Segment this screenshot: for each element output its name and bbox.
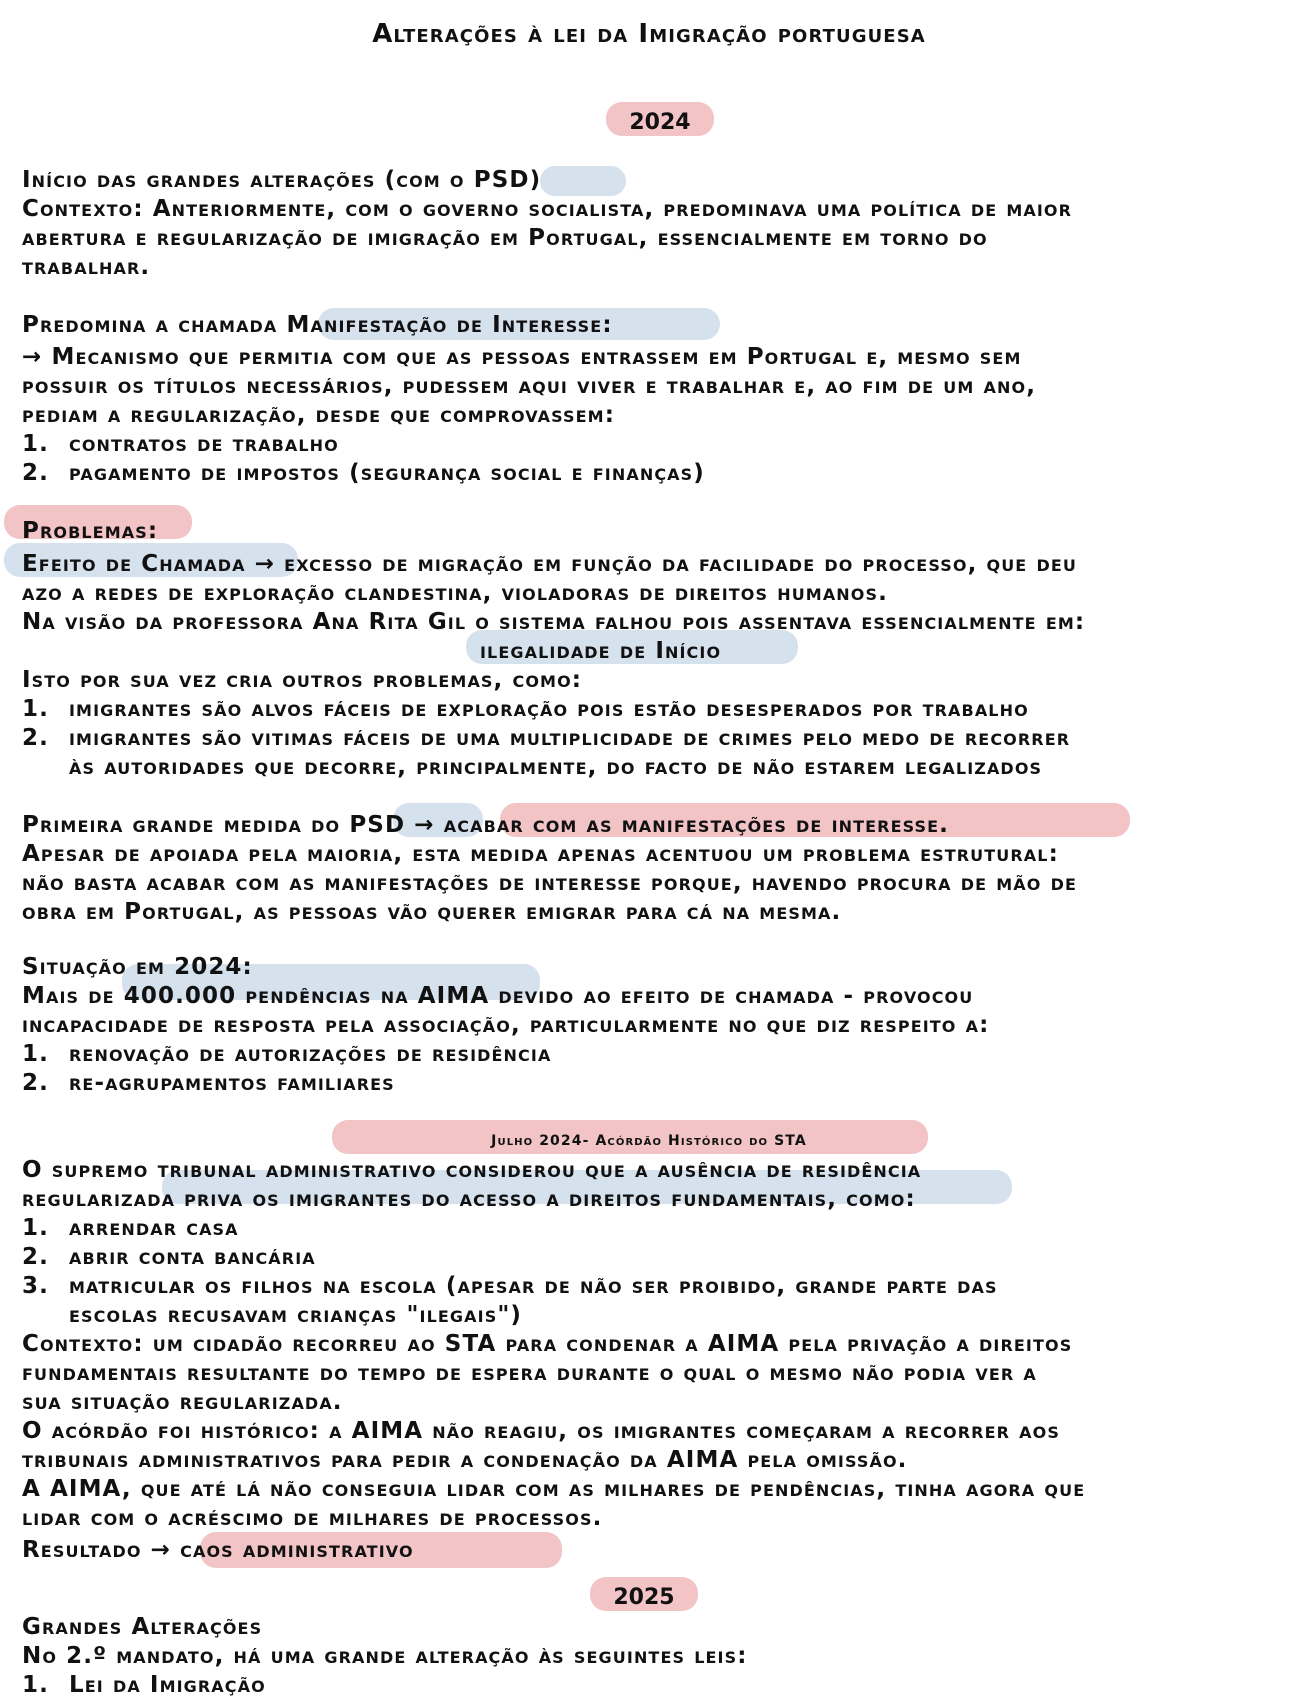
paragraph-line: Contexto: Anteriormente, com o governo socialista, predominava uma política de maior — [22, 196, 1073, 222]
paragraph-line: trabalhar. — [22, 254, 151, 280]
list-item: 1. arrendar casa — [22, 1215, 239, 1241]
section-heading-grandes-alteracoes: Grandes Alterações — [22, 1614, 263, 1640]
paragraph-line: obra em Portugal, as pessoas vão querer emigrar para cá na mesma. — [22, 899, 842, 925]
paragraph-line: O supremo tribunal administrativo considerou que a ausência de residência — [22, 1157, 922, 1183]
list-item: 3. matricular os filhos na escola (apesar de não ser proibido, grande parte das — [22, 1273, 998, 1299]
paragraph-line: Isto por sua vez cria outros problemas, como: — [22, 667, 583, 693]
paragraph-line: não basta acabar com as manifestações de interesse porque, havendo procura de mão de — [22, 870, 1077, 896]
paragraph-line: pediam a regularização, desde que comprovassem: — [22, 402, 615, 428]
section-heading-predomina: Predomina a chamada Manifestação de Interesse: — [22, 312, 613, 338]
list-item-continuation: escolas recusavam crianças "ilegais") — [69, 1302, 523, 1328]
paragraph-line: regularizada priva os imigrantes do acesso a direitos fundamentais, como: — [22, 1186, 916, 1212]
section-heading-problemas: Problemas: — [22, 518, 159, 544]
list-item: 1. imigrantes são alvos fáceis de exploração pois estão desesperados por trabalho — [22, 696, 1029, 722]
paragraph-line: O acórdão foi histórico: a AIMA não reagiu, os imigrantes começaram a recorrer aos — [22, 1418, 1060, 1444]
paragraph-line: No 2.º mandato, há uma grande alteração às seguintes leis: — [22, 1643, 748, 1669]
list-item: 2. pagamento de impostos (segurança social e finanças) — [22, 460, 705, 486]
paragraph-line: lidar com o acréscimo de milhares de processos. — [22, 1505, 603, 1531]
paragraph-line: incapacidade de resposta pela associação, particularmente no que diz respeito a: — [22, 1012, 990, 1038]
resultado-line: Resultado → caos administrativo — [22, 1537, 414, 1563]
list-item: 1. Lei da Imigração — [22, 1672, 266, 1698]
highlight-text-ilegalidade: ilegalidade de Início — [480, 638, 722, 664]
list-item-continuation: às autoridades que decorre, principalmente, do facto de não estarem legalizados — [69, 754, 1043, 780]
section-heading-situacao: Situação em 2024: — [22, 954, 253, 980]
section-heading-acordao: Julho 2024- Acórdão Histórico do STA — [491, 1133, 807, 1149]
section-heading-primeira-medida: Primeira grande medida do PSD → acabar com as manifestações de interesse. — [22, 812, 950, 838]
paragraph-line: fundamentais resultante do tempo de espera durante o qual o mesmo não podia ver a — [22, 1360, 1037, 1386]
paragraph-line: tribunais administrativos para pedir a condenação da AIMA pela omissão. — [22, 1447, 908, 1473]
paragraph-line: Na visão da professora Ana Rita Gil o sistema falhou pois assentava essencialmente em: — [22, 609, 1086, 635]
paragraph-line: sua situação regularizada. — [22, 1389, 343, 1415]
highlight-psd — [540, 166, 626, 196]
paragraph-line: possuir os títulos necessários, pudessem aqui viver e trabalhar e, ao fim de um ano, — [22, 373, 1037, 399]
paragraph-line: A AIMA, que até lá não conseguia lidar com as milhares de pendências, tinha agora que — [22, 1476, 1086, 1502]
section-heading-inicio: Início das grandes alterações (com o PSD) — [22, 167, 542, 193]
paragraph-line: → Mecanismo que permitia com que as pessoas entrassem em Portugal e, mesmo sem — [22, 344, 1022, 370]
paragraph-line: azo a redes de exploração clandestina, violadoras de direitos humanos. — [22, 580, 888, 606]
list-item: 1. renovação de autorizações de residência — [22, 1041, 552, 1067]
list-item: 2. abrir conta bancária — [22, 1244, 316, 1270]
paragraph-line: abertura e regularização de imigração em Portugal, essencialmente em torno do — [22, 225, 988, 251]
list-item: 2. re-agrupamentos familiares — [22, 1070, 395, 1096]
paragraph-line: Efeito de Chamada → excesso de migração em função da facilidade do processo, que deu — [22, 551, 1077, 577]
list-item: 2. imigrantes são vitimas fáceis de uma multiplicidade de crimes pelo medo de recorrer — [22, 725, 1071, 751]
year-badge-2024: 2024 — [606, 102, 714, 136]
paragraph-line: Mais de 400.000 pendências na AIMA devido ao efeito de chamada - provocou — [22, 983, 974, 1009]
paragraph-line: Apesar de apoiada pela maioria, esta medida apenas acentuou um problema estrutural: — [22, 841, 1059, 867]
page-title: Alterações à lei da Imigração portuguesa — [372, 19, 926, 49]
list-item: 1. contratos de trabalho — [22, 431, 339, 457]
year-badge-2025: 2025 — [590, 1577, 698, 1611]
paragraph-line: Contexto: um cidadão recorreu ao STA para condenar a AIMA pela privação a direitos — [22, 1331, 1073, 1357]
